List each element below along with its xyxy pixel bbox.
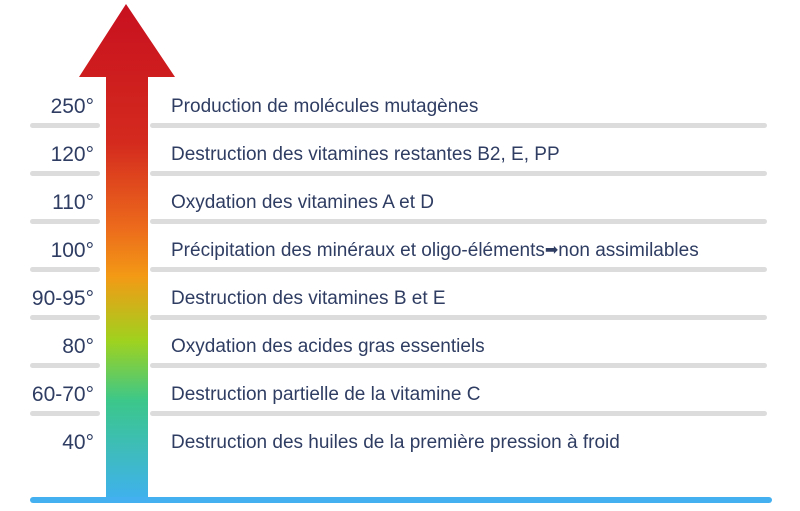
scale-row <box>0 239 800 287</box>
separator-line <box>30 363 100 368</box>
effect-description: Destruction des vitamines B et E <box>171 288 446 309</box>
separator-line <box>30 315 100 320</box>
separator-line <box>30 267 100 272</box>
effect-description-main: Précipitation des minéraux et oligo-éléments <box>171 240 545 261</box>
separator-line <box>150 219 767 224</box>
right-arrow-icon: ➡ <box>544 242 559 259</box>
separator-line <box>150 123 767 128</box>
effect-description-result: non assimilables <box>558 240 699 261</box>
effect-description: Oxydation des vitamines A et D <box>171 192 434 213</box>
separator-line <box>30 123 100 128</box>
temperature-label: 80° <box>62 335 94 358</box>
effect-description: Oxydation des acides gras essentiels <box>171 336 485 357</box>
temperature-label: 90-95° <box>31 287 94 310</box>
effect-description: Destruction des vitamines restantes B2, E, PP <box>171 144 560 165</box>
separator-line <box>150 363 767 368</box>
temperature-label: 120° <box>50 143 94 166</box>
separator-line <box>30 219 100 224</box>
scale-row <box>0 431 800 479</box>
effect-description <box>171 239 699 263</box>
separator-line <box>30 411 100 416</box>
separator-line <box>150 315 767 320</box>
temperature-label: 40° <box>62 431 94 454</box>
base-line <box>30 497 772 503</box>
temperature-label: 250° <box>50 95 94 118</box>
effect-description: Destruction partielle de la vitamine C <box>171 384 481 405</box>
temperature-label: 100° <box>50 239 94 262</box>
separator-line <box>30 171 100 176</box>
effect-description: Production de molécules mutagènes <box>171 96 479 117</box>
effect-description: Destruction des huiles de la première pression à froid <box>171 432 620 453</box>
separator-line <box>150 411 767 416</box>
separator-line <box>150 267 767 272</box>
scale-row <box>0 383 800 431</box>
temperature-label: 60-70° <box>31 383 94 406</box>
scale-row <box>0 95 800 143</box>
scale-row <box>0 335 800 383</box>
scale-row <box>0 143 800 191</box>
scale-row <box>0 287 800 335</box>
temperature-label: 110° <box>52 191 94 214</box>
scale-row <box>0 191 800 239</box>
separator-line <box>150 171 767 176</box>
